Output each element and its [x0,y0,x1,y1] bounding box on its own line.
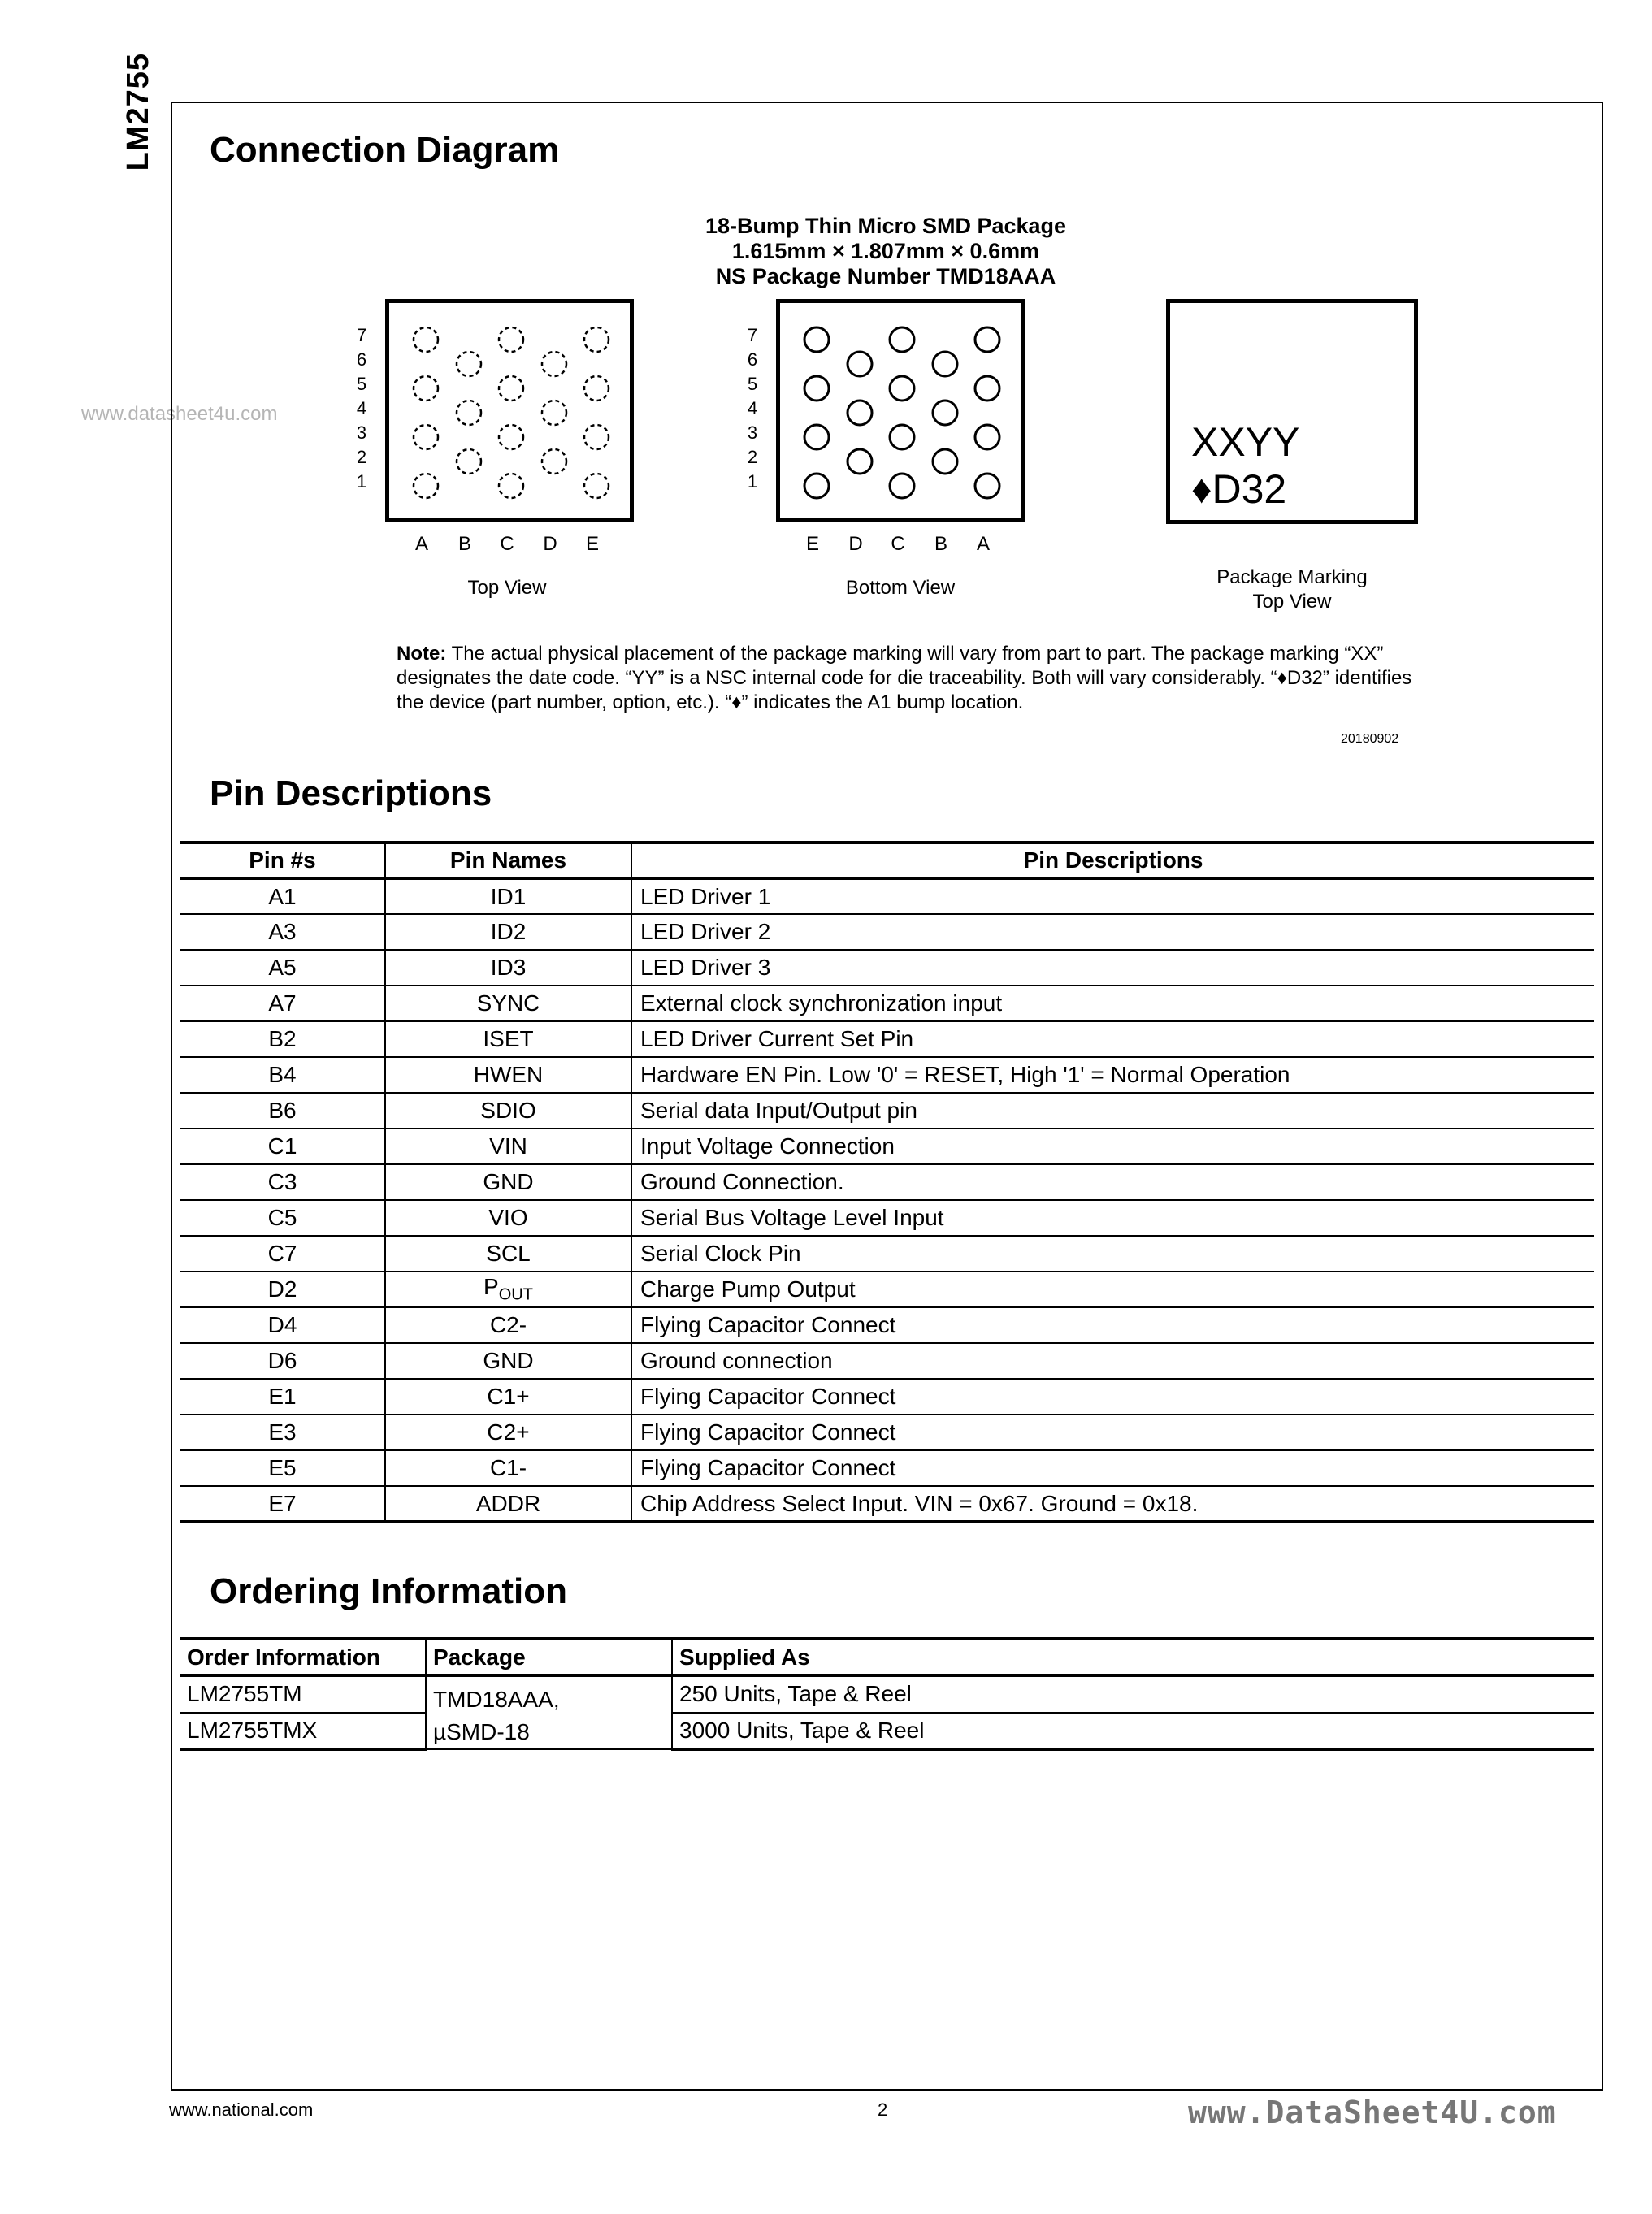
pin-name-text: SDIO [480,1098,536,1123]
top-view-caption: Top View [467,577,547,599]
table-row [180,878,1594,914]
pin-number: C3 [180,1164,385,1200]
pin-number: C7 [180,1236,385,1272]
table-row [180,1486,1594,1522]
pin-name-text: C1- [489,1455,527,1480]
package-cell [426,1675,672,1749]
diagram-note [397,642,1412,715]
bump-C7 [890,327,914,352]
col-label: B [934,533,947,555]
bump-C1 [890,474,914,498]
bottom-view-caption: Bottom View [845,577,956,599]
pin-number: E7 [180,1486,385,1522]
pin-name-text: ID3 [490,955,527,980]
pin-description: Hardware EN Pin. Low '0' = RESET, High '1' = Normal Operation [631,1057,1594,1093]
col-label: C [891,533,905,555]
pin-name-text: ISET [483,1026,534,1051]
pin-number: D6 [180,1343,385,1379]
marking-caption-line1: Package Marking [1216,566,1368,588]
pin-description: Flying Capacitor Connect [631,1415,1594,1450]
row-label: 7 [356,325,367,345]
side-part-number: LM2755 [121,53,155,171]
pin-description: Serial Bus Voltage Level Input [631,1200,1594,1236]
bump-A7 [414,327,438,352]
table-row [180,1129,1594,1164]
bump-E5 [804,376,829,401]
pin-description: Ground Connection. [631,1164,1594,1200]
pin-name [385,1272,631,1307]
table-row [180,1272,1594,1307]
pin-name-text: ADDR [475,1490,541,1516]
table-row [180,1164,1594,1200]
bump-A5 [414,376,438,401]
pin-description: Chip Address Select Input. VIN = 0x67. Ground = 0x18. [631,1486,1594,1522]
pin-name [385,1200,631,1236]
pin-name [385,1021,631,1057]
table-row [180,1343,1594,1379]
row-label: 1 [747,471,758,492]
bump-E7 [804,327,829,352]
col-label: D [848,533,863,555]
pin-number: E1 [180,1379,385,1415]
pin-name [385,1415,631,1450]
table-row [180,1021,1594,1057]
pin-name [385,1486,631,1522]
bump-C1 [499,474,523,498]
pin-name [385,1307,631,1343]
connection-diagram-heading: Connection Diagram [210,130,560,170]
pin-name [385,914,631,950]
bump-B2 [933,449,957,474]
row-label: 4 [747,398,758,418]
footer-page-number: 2 [878,2099,888,2120]
pin-name [385,1057,631,1093]
package-title-line: 1.615mm × 1.807mm × 0.6mm [731,239,1040,263]
row-label: 3 [747,422,758,443]
bump-C3 [499,425,523,449]
table-header-row [180,843,1594,878]
col-label: A [414,533,428,555]
top-view-bumps [389,303,630,518]
table-row [180,1450,1594,1486]
supplied-as: 250 Units, Tape & Reel [672,1675,1594,1713]
bump-D6 [542,352,566,376]
table-row [180,1675,1594,1713]
pin-description: Serial data Input/Output pin [631,1093,1594,1129]
bump-A1 [414,474,438,498]
watermark-left: www.datasheet4u.com [81,403,278,425]
pin-number: E5 [180,1450,385,1486]
pin-number: A3 [180,914,385,950]
supplied-as: 3000 Units, Tape & Reel [672,1713,1594,1750]
marking-caption-line2: Top View [1252,591,1332,613]
bump-B6 [457,352,481,376]
pin-name [385,1236,631,1272]
pin-name-text: HWEN [473,1062,544,1087]
package-title-line: 18-Bump Thin Micro SMD Package [705,214,1067,238]
table-row [180,1379,1594,1415]
note-label: Note: [397,643,447,665]
pin-name-text: VIN [489,1133,527,1159]
pin-description: Ground connection [631,1343,1594,1379]
col-label: C [500,533,514,555]
ordering-information-heading: Ordering Information [210,1571,567,1611]
package-line1: TMD18AAA, [433,1687,560,1712]
table-row [180,914,1594,950]
footer-watermark: www.DataSheet4U.com [1188,2095,1557,2130]
bump-D6 [848,352,872,376]
bump-E7 [584,327,609,352]
pin-number: C1 [180,1129,385,1164]
col-label: A [976,533,990,555]
table-row [180,1713,1594,1750]
header-package: Package [426,1639,672,1675]
col-label: E [805,533,819,555]
pin-name-text: GND [483,1348,534,1373]
pin-description: Input Voltage Connection [631,1129,1594,1164]
row-label: 2 [356,447,367,467]
bump-A5 [975,376,999,401]
bump-A7 [975,327,999,352]
bump-E1 [584,474,609,498]
row-label: 4 [356,398,367,418]
bump-C5 [499,376,523,401]
pin-description: LED Driver 1 [631,878,1594,914]
row-label: 6 [747,349,758,370]
bump-E5 [584,376,609,401]
bump-C7 [499,327,523,352]
pin-number: D4 [180,1307,385,1343]
bump-B6 [933,352,957,376]
pin-name-text: ID1 [490,883,527,909]
pin-name [385,1164,631,1200]
pin-number: D2 [180,1272,385,1307]
figure-id: 20180902 [1341,732,1399,746]
pin-name [385,1450,631,1486]
pin-name [385,1343,631,1379]
pin-descriptions-heading: Pin Descriptions [210,773,492,813]
bump-B4 [933,401,957,425]
pin-number: A7 [180,986,385,1021]
header-pin-numbers: Pin #s [180,843,385,878]
row-label: 6 [356,349,367,370]
bump-C3 [890,425,914,449]
row-label: 5 [356,374,367,394]
bump-B2 [457,449,481,474]
order-code: LM2755TMX [180,1713,426,1750]
pin-description: External clock synchronization input [631,986,1594,1021]
col-label: E [585,533,599,555]
table-header-row [180,1639,1594,1675]
bump-C5 [890,376,914,401]
bump-D2 [848,449,872,474]
package-title-line: NS Package Number TMD18AAA [715,264,1056,288]
pin-name-text: C1+ [487,1384,530,1409]
table-row [180,1093,1594,1129]
table-row [180,1415,1594,1450]
row-label: 7 [747,325,758,345]
pin-description: Flying Capacitor Connect [631,1307,1594,1343]
pin-name-text: ID2 [490,919,527,944]
footer-website: www.national.com [169,2099,314,2120]
col-label: B [457,533,471,555]
bottom-view-bumps [780,303,1021,518]
pin-number: A5 [180,950,385,986]
pin-name [385,1093,631,1129]
pin-number: B4 [180,1057,385,1093]
pin-name-text: VIO [488,1205,528,1230]
marking-line1: XXYY [1191,419,1300,465]
package-line2: µSMD-18 [433,1719,530,1744]
header-supplied-as: Supplied As [672,1639,1594,1675]
bump-A3 [975,425,999,449]
table-row [180,950,1594,986]
pin-number: E3 [180,1415,385,1450]
pin-number: C5 [180,1200,385,1236]
pin-name [385,1129,631,1164]
bump-E3 [584,425,609,449]
table-row [180,986,1594,1021]
pin-description: Charge Pump Output [631,1272,1594,1307]
pin-name-text: GND [483,1169,534,1194]
marking-line2: ♦D32 [1191,466,1287,512]
pin-name [385,986,631,1021]
bottom-view-box [776,299,1025,522]
pin-description: LED Driver 3 [631,950,1594,986]
pin-description: LED Driver 2 [631,914,1594,950]
bump-E1 [804,474,829,498]
header-order-information: Order Information [180,1639,426,1675]
table-row [180,1200,1594,1236]
pin-name-text: SYNC [476,990,540,1016]
bump-D2 [542,449,566,474]
bump-E3 [804,425,829,449]
pin-name-text: C2- [489,1312,527,1337]
pin-name [385,878,631,914]
col-label: D [543,533,557,555]
pin-name [385,950,631,986]
row-label: 3 [356,422,367,443]
row-label: 1 [356,471,367,492]
bump-A3 [414,425,438,449]
package-marking-caption [1170,565,1414,614]
pin-name-text: SCL [486,1241,531,1266]
bump-B4 [457,401,481,425]
pin-number: A1 [180,878,385,914]
pin-number: B2 [180,1021,385,1057]
pin-name [385,1379,631,1415]
pin-description: Flying Capacitor Connect [631,1379,1594,1415]
pin-description: LED Driver Current Set Pin [631,1021,1594,1057]
row-label: 2 [747,447,758,467]
header-pin-names: Pin Names [385,843,631,878]
pin-name-subscript: OUT [498,1285,533,1304]
header-pin-descriptions: Pin Descriptions [631,843,1594,878]
pin-name-text: P [483,1274,499,1300]
table-row [180,1057,1594,1093]
row-label: 5 [747,374,758,394]
pin-description: Serial Clock Pin [631,1236,1594,1272]
ordering-table [180,1637,1594,1751]
table-row [180,1236,1594,1272]
table-row [180,1307,1594,1343]
pin-name-text: C2+ [487,1419,530,1445]
package-marking-text [1191,418,1299,513]
note-text: The actual physical placement of the package marking will vary from part to part. The package marking “XX” designates the date code. “YY” is a NSC internal code for die traceability. Both will vary considerably. “♦D32” identifies the device (part number, option, etc.). “♦” indicates the A1 bump location. [397,643,1412,713]
pin-descriptions-table [180,841,1594,1523]
top-view-box [385,299,634,522]
bump-A1 [975,474,999,498]
order-code: LM2755TM [180,1675,426,1713]
bump-D4 [848,401,872,425]
pin-description: Flying Capacitor Connect [631,1450,1594,1486]
bump-D4 [542,401,566,425]
pin-number: B6 [180,1093,385,1129]
package-title [569,214,1203,289]
